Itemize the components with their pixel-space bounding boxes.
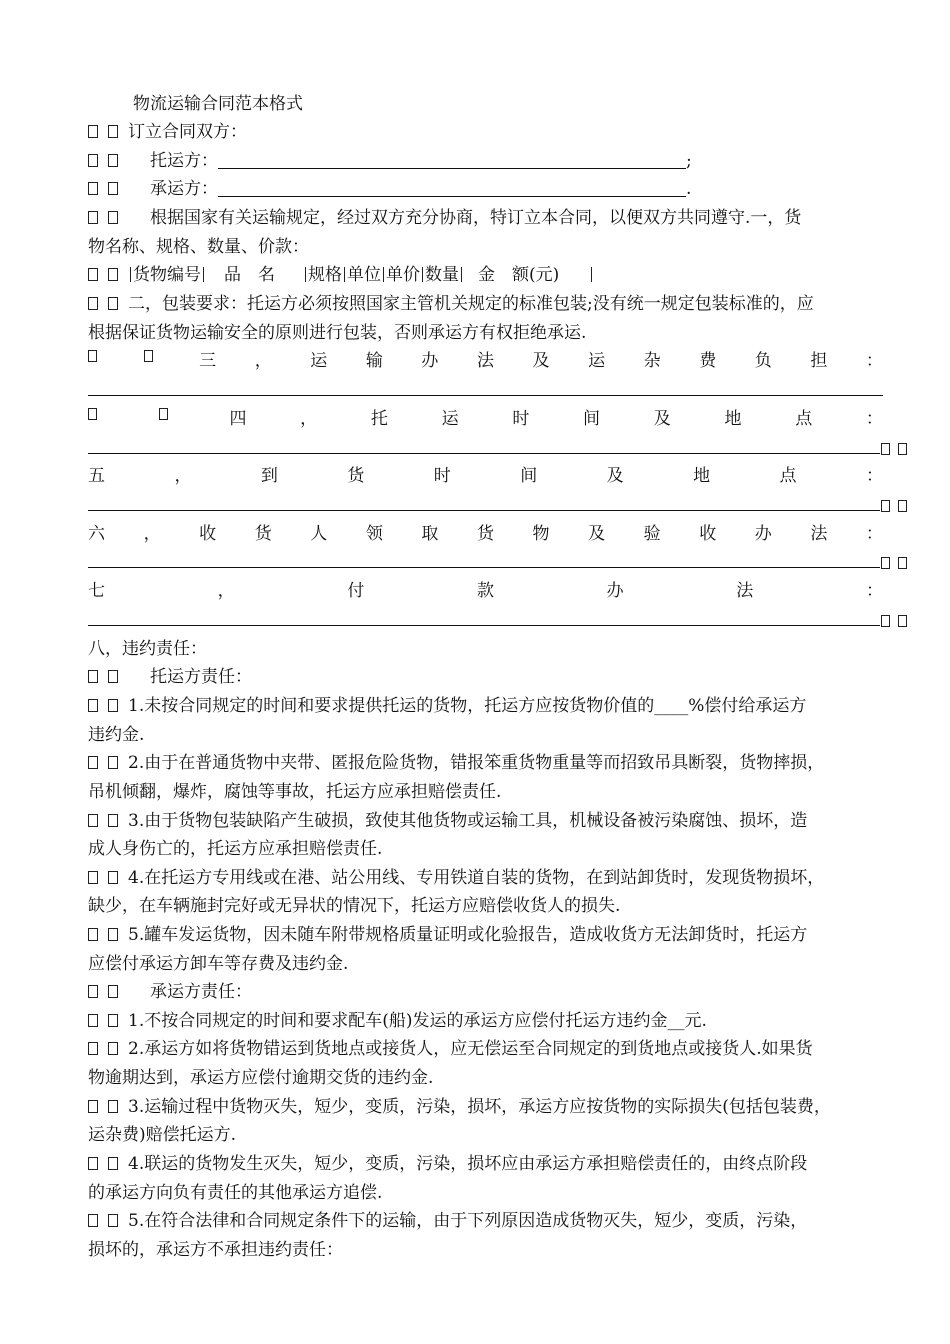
carrier-line: 承运方： . — [88, 178, 691, 200]
bullet-box — [88, 1157, 98, 1170]
col-price: 单价 — [386, 265, 420, 285]
bullet-box — [108, 154, 118, 167]
shipper-label: 托运方： — [150, 151, 218, 171]
carrier-clause-3-cont: 运杂费)赔偿托运方. — [88, 1125, 237, 1145]
document-title: 物流运输合同范本格式 — [133, 94, 303, 114]
bullet-box — [88, 1100, 98, 1113]
carrier-clause-2-cont: 物逾期达到，承运方应偿付逾期交货的违约金. — [88, 1068, 434, 1088]
col-goods-no: 货物编号 — [133, 265, 201, 285]
bullet-box — [108, 268, 118, 281]
col-amount: 金 额(元) — [478, 265, 560, 285]
col-spec: 规格 — [308, 265, 342, 285]
section-7-heading: 七 ， 付 款 办 法 ： — [88, 581, 883, 601]
bullet-box — [108, 985, 118, 998]
section-3-heading: 三 ， 运 输 办 法 及 运 杂 费 负 担 ： — [88, 350, 883, 372]
bullet-box — [88, 756, 98, 769]
bullet-box — [88, 408, 97, 420]
bullet-box — [108, 297, 118, 310]
section-4-tail-boxes — [881, 438, 907, 460]
bullet-box — [88, 297, 98, 310]
carrier-clause-4-cont: 的承运方向负有责任的其他承运方追偿. — [88, 1183, 383, 1203]
bullet-box — [108, 928, 118, 941]
bullet-box — [108, 1214, 118, 1227]
carrier-label: 承运方： — [150, 179, 218, 199]
section-5-heading: 五 ， 到 货 时 间 及 地 点 ： — [88, 466, 883, 486]
section-6-heading: 六 ， 收 货 人 领 取 货 物 及 验 收 办 法 ： — [88, 524, 883, 544]
carrier-clause-2: 2.承运方如将货物错运到货地点或接货人，应无偿运至合同规定的到货地点或接货人.如果货 — [88, 1038, 813, 1060]
section-4-blank-line[interactable] — [88, 453, 880, 454]
section-6-tail-boxes — [881, 552, 907, 574]
bullet-box — [108, 814, 118, 827]
goods-table-header — [88, 264, 594, 286]
bullet-box — [88, 699, 98, 712]
parties-heading: 订立合同双方： — [88, 121, 247, 143]
bullet-box — [88, 350, 97, 362]
carrier-clause-4: 4.联运的货物发生灭失，短少，变质，污染，损坏应由承运方承担赔偿责任的，由终点阶段 — [88, 1153, 807, 1175]
packaging-line-1: 二，包装要求：托运方必须按照国家主管机关规定的标准包装;没有统一规定包装标准的，应 — [88, 293, 814, 315]
shipper-clause-3: 3.由于货物包装缺陷产生破损，致使其他货物或运输工具，机械设备被污染腐蚀、损坏，造 — [88, 810, 807, 832]
carrier-clause-1: 1.不按合同规定的时间和要求配车(船)发运的承运方应偿付托运方违约金__元. — [88, 1010, 707, 1032]
section-5-tail-boxes — [881, 495, 907, 517]
section-7-blank-line[interactable] — [88, 625, 880, 626]
bullet-box — [108, 1157, 118, 1170]
bullet-box — [108, 670, 118, 683]
bullet-box — [108, 1042, 118, 1055]
shipper-line: 托运方： ; — [88, 150, 692, 172]
bullet-box — [88, 928, 98, 941]
shipper-liability-heading: 托运方责任： — [88, 666, 252, 688]
bullet-box — [108, 1100, 118, 1113]
intro-line-2: 物名称、规格、数量、价款： — [88, 237, 309, 257]
bullet-box — [88, 125, 98, 138]
section-4-heading: 四 ， 托 运 时 间 及 地 点 ： — [88, 408, 883, 430]
section-8-heading: 八，违约责任： — [88, 639, 207, 659]
shipper-clause-1-cont: 违约金. — [88, 725, 145, 745]
bullet-box — [108, 211, 118, 224]
col-name: 品 名 — [224, 265, 275, 285]
bullet-box — [108, 871, 118, 884]
carrier-liability-heading: 承运方责任： — [88, 981, 252, 1003]
section-6-blank-line[interactable] — [88, 567, 880, 568]
carrier-blank[interactable] — [218, 179, 686, 197]
shipper-clause-5: 5.罐车发运货物，因未随车附带规格质量证明或化验报告，造成收货方无法卸货时，托运方 — [88, 924, 807, 946]
bullet-box — [88, 1014, 98, 1027]
bullet-box — [88, 670, 98, 683]
shipper-clause-3-cont: 成人身伤亡的，托运方应承担赔偿责任. — [88, 839, 383, 859]
shipper-clause-2: 2.由于在普通货物中夹带、匿报危险货物，错报笨重货物重量等而招致吊具断裂，货物摔损， — [88, 752, 824, 774]
col-unit: 单位 — [347, 265, 381, 285]
bullet-box — [88, 814, 98, 827]
shipper-clause-5-cont: 应偿付承运方卸车等存费及违约金. — [88, 954, 349, 974]
bullet-box — [108, 756, 118, 769]
shipper-blank[interactable] — [218, 151, 686, 169]
intro-line-1: 根据国家有关运输规定，经过双方充分协商，特订立本合同，以便双方共同遵守.一，货 — [88, 207, 801, 229]
bullet-box — [144, 350, 153, 362]
bullet-box — [88, 154, 98, 167]
section-7-tail-boxes — [881, 610, 907, 632]
shipper-clause-2-cont: 吊机倾翻，爆炸，腐蚀等事故，托运方应承担赔偿责任. — [88, 782, 502, 802]
carrier-clause-3: 3.运输过程中货物灭失，短少，变质，污染，损坏，承运方应按货物的实际损失(包括包装费， — [88, 1096, 831, 1118]
shipper-clause-4-cont: 缺少，在车辆施封完好或无异状的情况下，托运方应赔偿收货人的损失. — [88, 896, 621, 916]
col-qty: 数量 — [425, 265, 459, 285]
carrier-clause-5: 5.在符合法律和合同规定条件下的运输，由于下列原因造成货物灭失，短少，变质，污染， — [88, 1210, 807, 1232]
carrier-clause-5-cont: 损坏的，承运方不承担违约责任： — [88, 1240, 343, 1260]
packaging-line-2: 根据保证货物运输安全的原则进行包装，否则承运方有权拒绝承运. — [88, 323, 587, 343]
bullet-box — [88, 1042, 98, 1055]
section-5-blank-line[interactable] — [88, 510, 880, 511]
bullet-box — [88, 1214, 98, 1227]
bullet-box — [108, 182, 118, 195]
bullet-box — [88, 182, 98, 195]
shipper-clause-1: 1.未按合同规定的时间和要求提供托运的货物，托运方应按货物价值的____%偿付给承运方 — [88, 695, 806, 717]
shipper-clause-4: 4.在托运方专用线或在港、站公用线、专用铁道自装的货物，在到站卸货时，发现货物损坏， — [88, 867, 824, 889]
bullet-box — [108, 1014, 118, 1027]
section-3-blank-line[interactable] — [88, 395, 883, 396]
bullet-box — [159, 408, 168, 420]
bullet-box — [88, 268, 98, 281]
bullet-box — [88, 871, 98, 884]
bullet-box — [88, 211, 98, 224]
bullet-box — [108, 699, 118, 712]
bullet-box — [88, 985, 98, 998]
bullet-box — [108, 125, 118, 138]
